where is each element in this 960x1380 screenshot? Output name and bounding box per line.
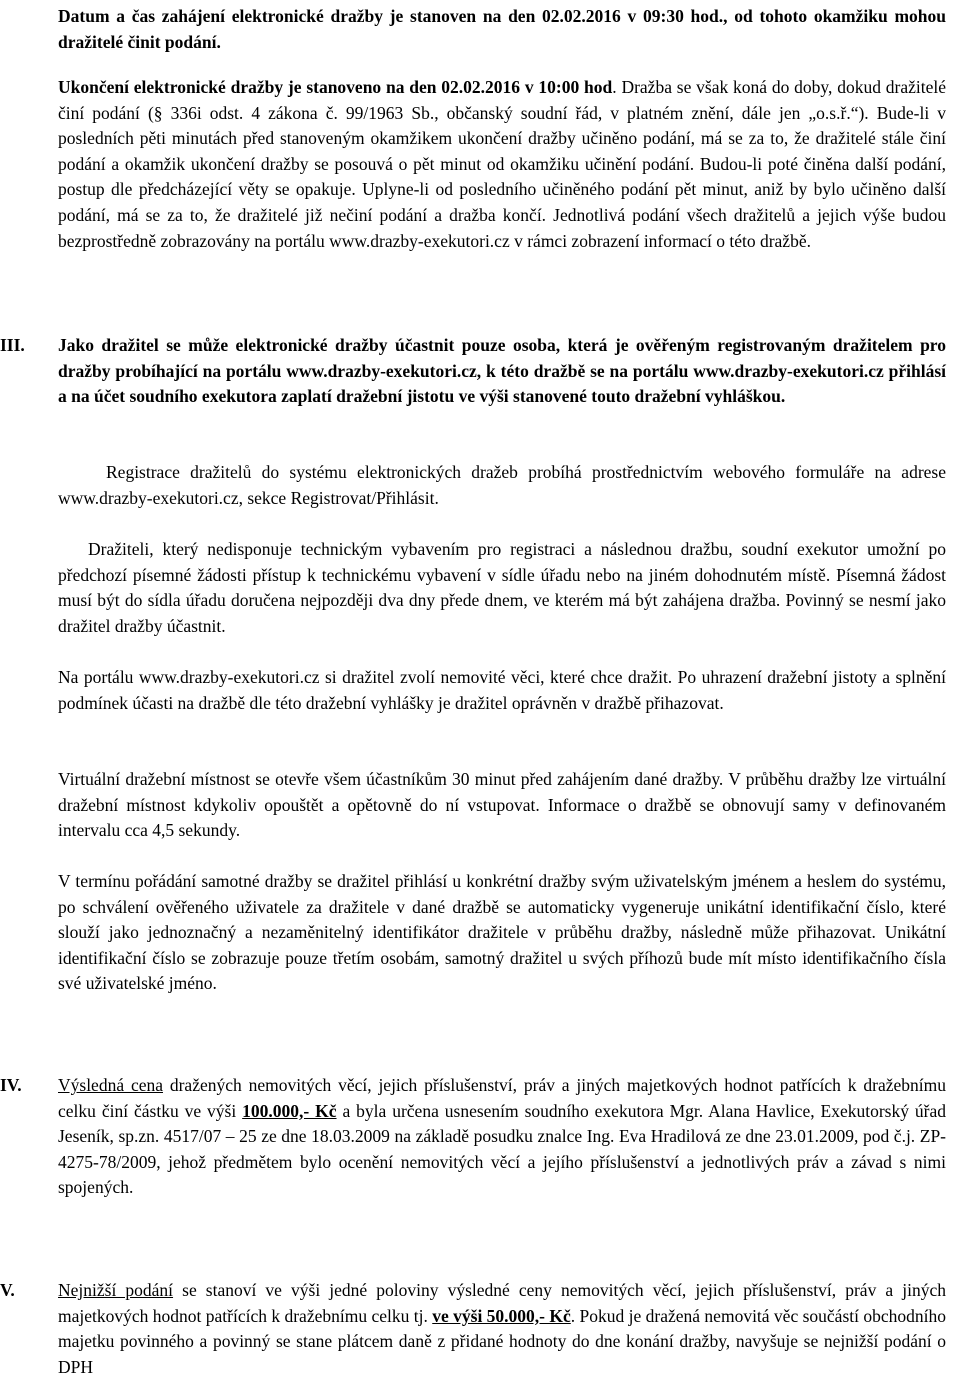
lowest-bid-amount: ve výši 50.000,- Kč: [432, 1305, 571, 1326]
section-v-paragraph: [58, 1278, 946, 1380]
section-v-text-2: . Pokud je dražená nemovitá věc součástí obchodního majetku povinného a povinný se stane plátcem daně z přidané hodnoty do dne konání dražby, navyšuje se nejnižší podání o DPH: [58, 1305, 946, 1377]
section-number-iv: IV.: [0, 1075, 22, 1095]
resulting-price-amount: 100.000,- Kč: [242, 1100, 337, 1121]
auction-end-text: . Dražba se však koná do doby, dokud dražitelé činí podání (§ 336i odst. 4 zákona č. 99/1963 Sb., občanský soudní řád, v platném znění, dále jen „o.s.ř.“). Bude-li v posledních pěti minutách před stanoveným okamžikem ukončení dražby učiněno podání, má se za to, že dražitelé stále činí podání a okamžik ukončení dražby se posouvá o pět minut od okamžiku učinění podání. Budou-li poté činěna další podání, postup dle předcházející věty se opakuje. Uplyne-li od posledního učiněného podání pět minut, aniž by bylo učiněno další podání, má se za to, že dražitelé již nečiní podání a dražba končí. Jednotlivá podání všech dražitelů a jejich výše budou bezprostředně zobrazovány na portálu www.drazby-exekutori.cz v rámci zobrazení informací o této dražbě.: [58, 77, 946, 251]
registration-paragraph: Registrace dražitelů do systému elektronických dražeb probíhá prostřednictvím webového formuláře na adrese www.drazby-exekutori.cz, sekce Registrovat/Přihlásit.: [58, 462, 946, 508]
section-v-text-1: se stanoví ve výši jedné poloviny výsledné ceny nemovitých věcí, jejich příslušenství, práv a jiných majetkových hodnot patřících k dražebnímu celku tj.: [58, 1280, 946, 1326]
section-number-iii: III.: [0, 335, 25, 355]
section-iv-text-1: dražených nemovitých věcí, jejich příslušenství, práv a jiných majetkových hodnot patřících k dražebnímu celku činí částku ve výši: [58, 1075, 946, 1121]
auction-end-bold: Ukončení elektronické dražby je stanoveno na den 02.02.2016 v 10:00 hod: [58, 77, 613, 97]
section-number-v: V.: [0, 1280, 15, 1300]
section-iii-bold-paragraph: Jako dražitel se může elektronické dražby účastnit pouze osoba, která je ověřeným registrovaným dražitelem pro dražby probíhající na portálu www.drazby-exekutori.cz, k této dražbě se na portálu www.drazby-exekutori.cz přihlásí a na účet soudního exekutora zaplatí dražební jistotu ve výši stanovené touto dražební vyhláškou.: [58, 335, 946, 407]
virtual-room-paragraph: Virtuální dražební místnost se otevře všem účastníkům 30 minut před zahájením dané dražby. V průběhu dražby lze virtuální dražební místnost kdykoliv opouštět a opětovně do ní vstupovat. Informace o dražbě se obnovují samy v definovaném intervalu cca 4,5 sekundy.: [58, 769, 946, 841]
portal-bidding-paragraph: Na portálu www.drazby-exekutori.cz si dražitel zvolí nemovité věci, které chce dražit. Po uhrazení dražební jistoty a splnění podmínek účasti na dražbě dle této dražební vyhlášky je dražitel oprávněn v dražbě přihazovat.: [58, 667, 946, 713]
resulting-price-label: Výsledná cena: [58, 1075, 163, 1095]
auction-start-paragraph: Datum a čas zahájení elektronické dražby je stanoven na den 02.02.2016 v 09:30 hod., od tohoto okamžiku mohou dražitelé činit podání.: [58, 6, 946, 52]
auction-end-paragraph: [58, 75, 946, 254]
identification-paragraph: V termínu pořádání samotné dražby se dražitel přihlásí u konkrétní dražby svým uživatelským jménem a heslem do systému, po schválení ověřeného uživatele za dražitele v dané dražbě se automaticky vygeneruje unikátní identifikační číslo, které slouží jako jednoznačný a nezaměnitelný identifikátor dražitele v průběhu dražby, následně může přihazovat. Unikátní identifikační číslo se zobrazuje pouze třetím osobám, samotný dražitel u svých příhozů bude mít místo identifikačního čísla své uživatelské jméno.: [58, 871, 946, 994]
technical-access-paragraph: Dražiteli, který nedisponuje technickým vybavením pro registraci a následnou dražbu, soudní exekutor umožní po předchozí písemné žádosti přístup k technickému vybavení v sídle úřadu nebo na jiném dohodnutém místě. Písemná žádost musí být do sídla úřadu doručena nejpozději dva dny přede dnem, ve kterém má být zahájena dražba. Povinný se nesmí jako dražitel dražby účastnit.: [58, 539, 946, 636]
section-iv-paragraph: [58, 1073, 946, 1201]
section-iv-text-2: a byla určena usnesením soudního exekutora Mgr. Alana Havlice, Exekutorský úřad Jeseník, sp.zn. 4517/07 – 25 ze dne 18.03.2009 na základě posudku znalce Ing. Eva Hradilová ze dne 23.01.2009, pod č.j. ZP-4275-78/2009, jehož předmětem bylo ocenění nemovitých věcí a jejího příslušenství a jednotlivých práv a závad s nimi spojených.: [58, 1100, 946, 1198]
lowest-bid-label: Nejnižší podání: [58, 1280, 174, 1300]
